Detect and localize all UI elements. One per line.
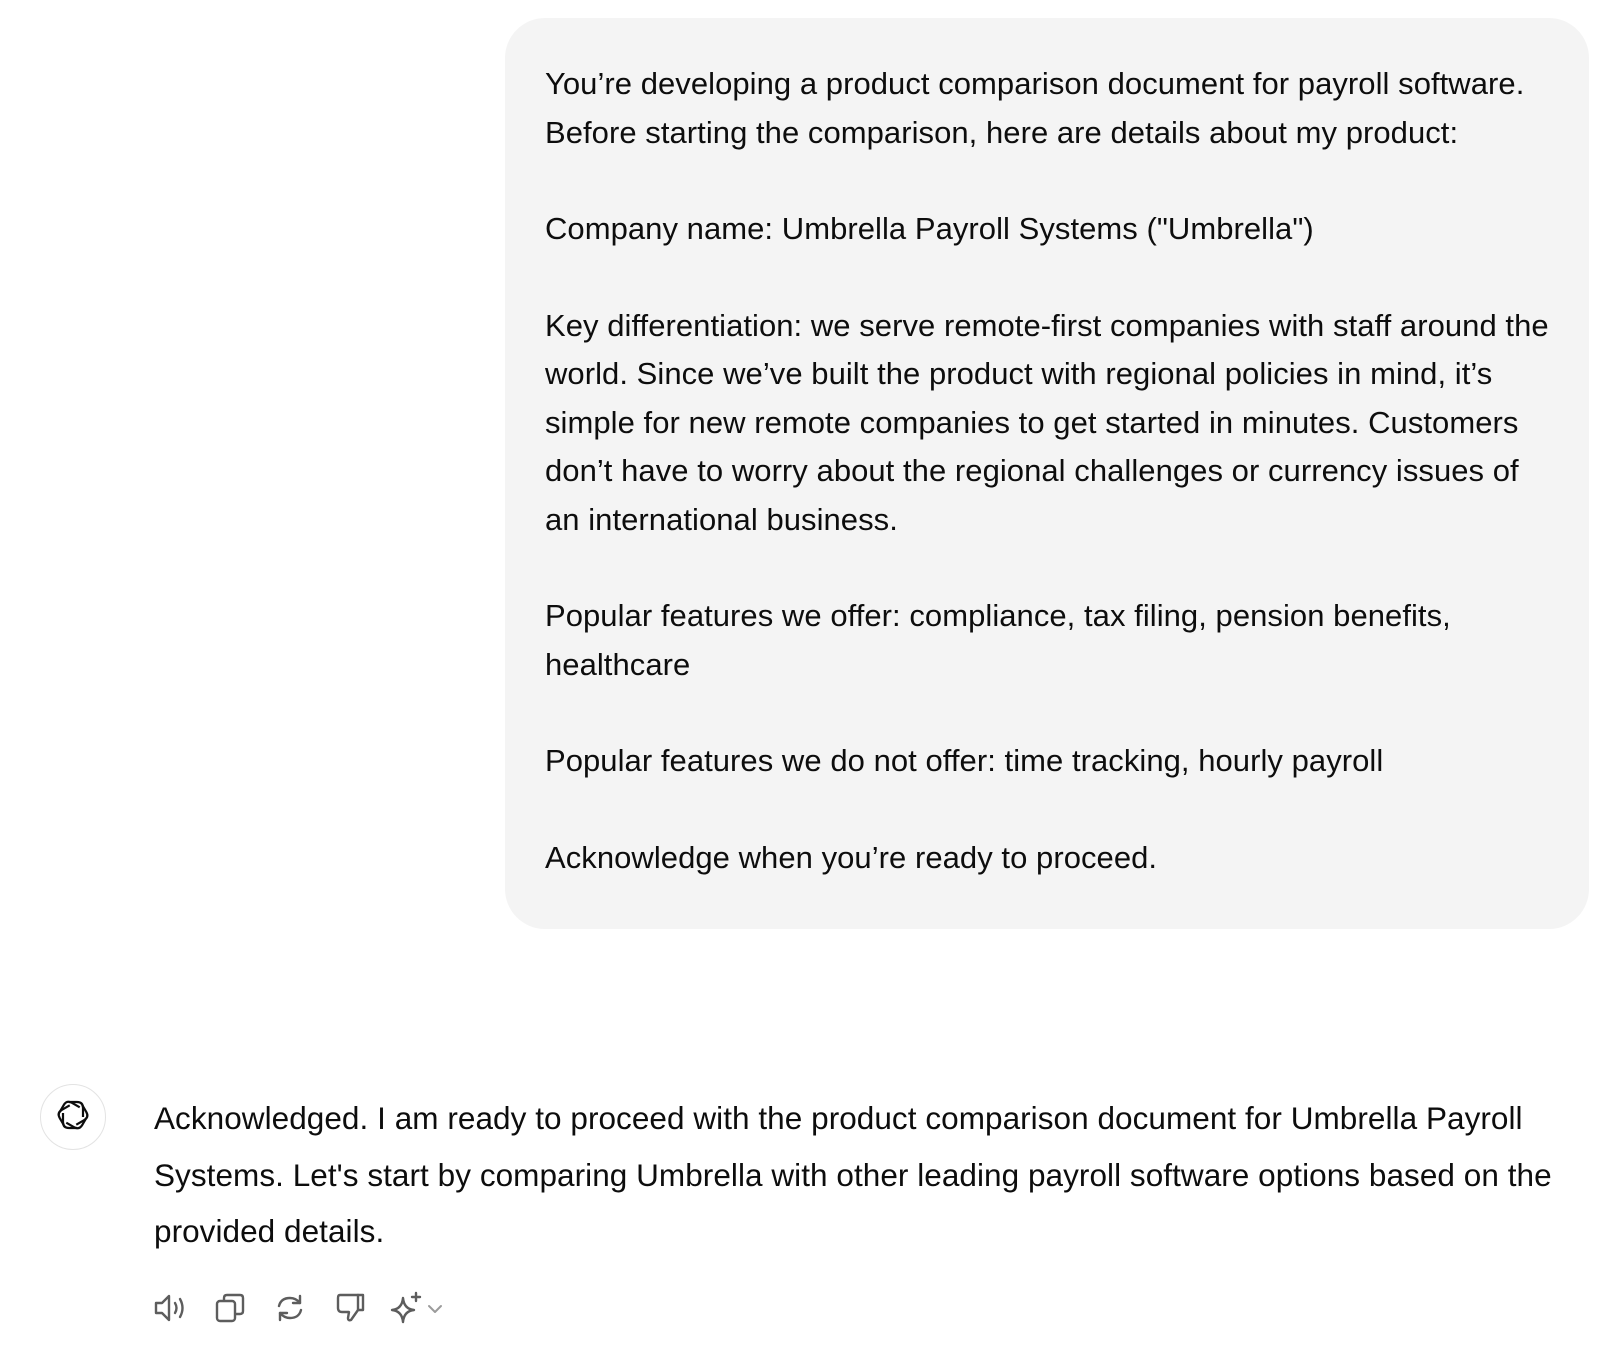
user-message-paragraph: Popular features we do not offer: time tracking, hourly payroll — [545, 743, 1384, 778]
user-message-paragraph: Company name: Umbrella Payroll Systems ("Umbrella") — [545, 211, 1314, 246]
user-message-paragraph: Key differentiation: we serve remote-first companies with staff around the world. Since we’ve built the product with regional policies in mind, it’s simple for new remote companies to get started in minutes. Customers don’t have to worry about the regional challenges or currency issues of an international business. — [545, 307, 1549, 537]
user-message-bubble — [505, 18, 1589, 929]
assistant-message-text: Acknowledged. I am ready to proceed with the product comparison document for Umbrella Payroll Systems. Let's start by comparing Umbrella with other leading payroll software options based on the provided details. — [154, 1100, 1552, 1249]
copy-icon — [212, 1290, 248, 1326]
sparkle-icon — [388, 1290, 424, 1326]
openai-logo-icon — [53, 1095, 93, 1140]
copy-button[interactable] — [208, 1286, 252, 1330]
read-aloud-button[interactable] — [148, 1286, 192, 1330]
assistant-avatar — [40, 1084, 106, 1150]
regenerate-button[interactable] — [268, 1286, 312, 1330]
regenerate-icon — [272, 1290, 308, 1326]
user-message-paragraph: Acknowledge when you’re ready to proceed. — [545, 839, 1158, 875]
message-action-bar — [148, 1286, 474, 1330]
speaker-icon — [152, 1290, 188, 1326]
bad-response-button[interactable] — [328, 1286, 372, 1330]
thumbs-down-icon — [332, 1290, 368, 1326]
user-message-paragraph: Popular features we offer: compliance, tax filing, pension benefits, healthcare — [545, 598, 1451, 682]
model-switch-button[interactable] — [388, 1286, 458, 1330]
user-message-paragraph: You’re developing a product comparison document for payroll software. Before starting the comparison, here are details about my product: — [545, 66, 1525, 150]
chevron-down-icon — [424, 1297, 446, 1319]
